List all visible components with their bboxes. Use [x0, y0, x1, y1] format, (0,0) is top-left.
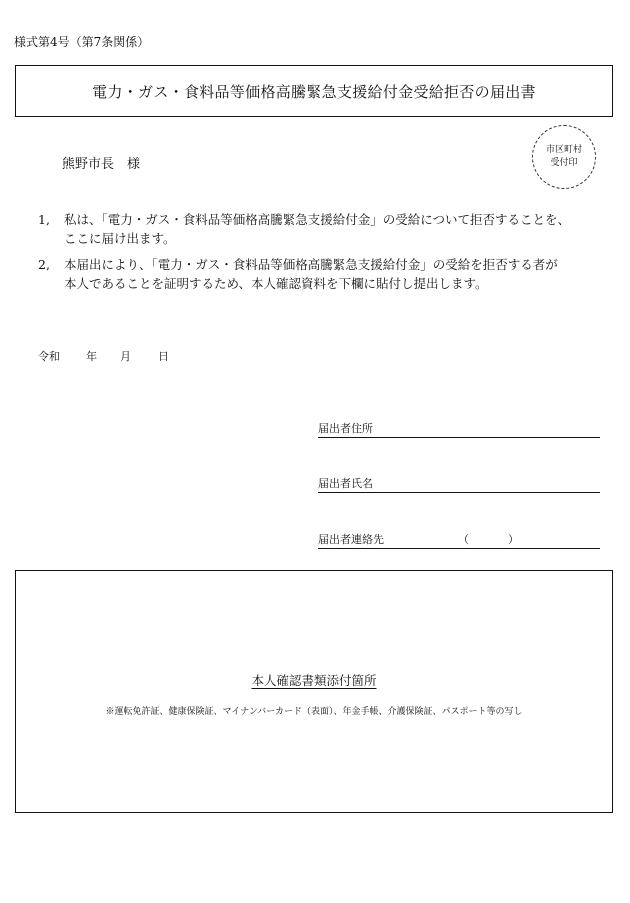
- paragraph-line: ここに届け出ます。: [64, 231, 176, 246]
- paragraph-line: 本人であることを証明するため、本人確認資料を下欄に貼付し提出します。: [64, 276, 488, 291]
- attachment-title-row: [16, 671, 612, 689]
- contact-label: 届出者連絡先: [318, 533, 384, 546]
- attachment-title: 本人確認書類添付箇所: [251, 673, 377, 688]
- reception-stamp-area: [532, 125, 596, 189]
- contact-paren-close: ）: [508, 533, 519, 546]
- name-label: 届出者氏名: [318, 477, 373, 490]
- contact-paren-open: （: [458, 533, 469, 546]
- date-era: 令和: [38, 350, 60, 363]
- paragraph-number: 2,: [38, 257, 50, 272]
- stamp-label-line1: 市区町村: [545, 145, 582, 155]
- addressee: 熊野市長 様: [62, 157, 141, 172]
- paragraph-line: 私は、「電力・ガス・食料品等価格高騰緊急支援給付金」の受給について拒否することを、: [64, 212, 571, 227]
- paragraph-line: 本届出により、「電力・ガス・食料品等価格高騰緊急支援給付金」の受給を拒否する者が: [64, 257, 558, 272]
- attachment-note: ※運転免許証、健康保険証、マイナンバーカード（表面）、年金手帳、介護保険証、パスポート等の写し: [105, 707, 523, 717]
- paragraph-number: 1,: [38, 212, 50, 227]
- date-year: 年: [86, 350, 97, 363]
- address-field[interactable]: [318, 419, 600, 438]
- paragraph-2: [38, 255, 608, 293]
- date-line: [38, 348, 169, 364]
- form-number: 様式第4号（第7条関係）: [14, 35, 150, 49]
- address-label: 届出者住所: [318, 422, 373, 435]
- id-document-attachment-area: [15, 570, 613, 813]
- document-title-box: [15, 65, 613, 117]
- date-month: 月: [120, 350, 131, 363]
- contact-field[interactable]: [318, 530, 600, 549]
- date-day: 日: [158, 350, 169, 363]
- document-title: 電力・ガス・食料品等価格高騰緊急支援給付金受給拒否の届出書: [92, 82, 536, 101]
- paragraph-1: [38, 210, 608, 248]
- stamp-label-line2: 受付印: [550, 158, 578, 168]
- name-field[interactable]: [318, 474, 600, 493]
